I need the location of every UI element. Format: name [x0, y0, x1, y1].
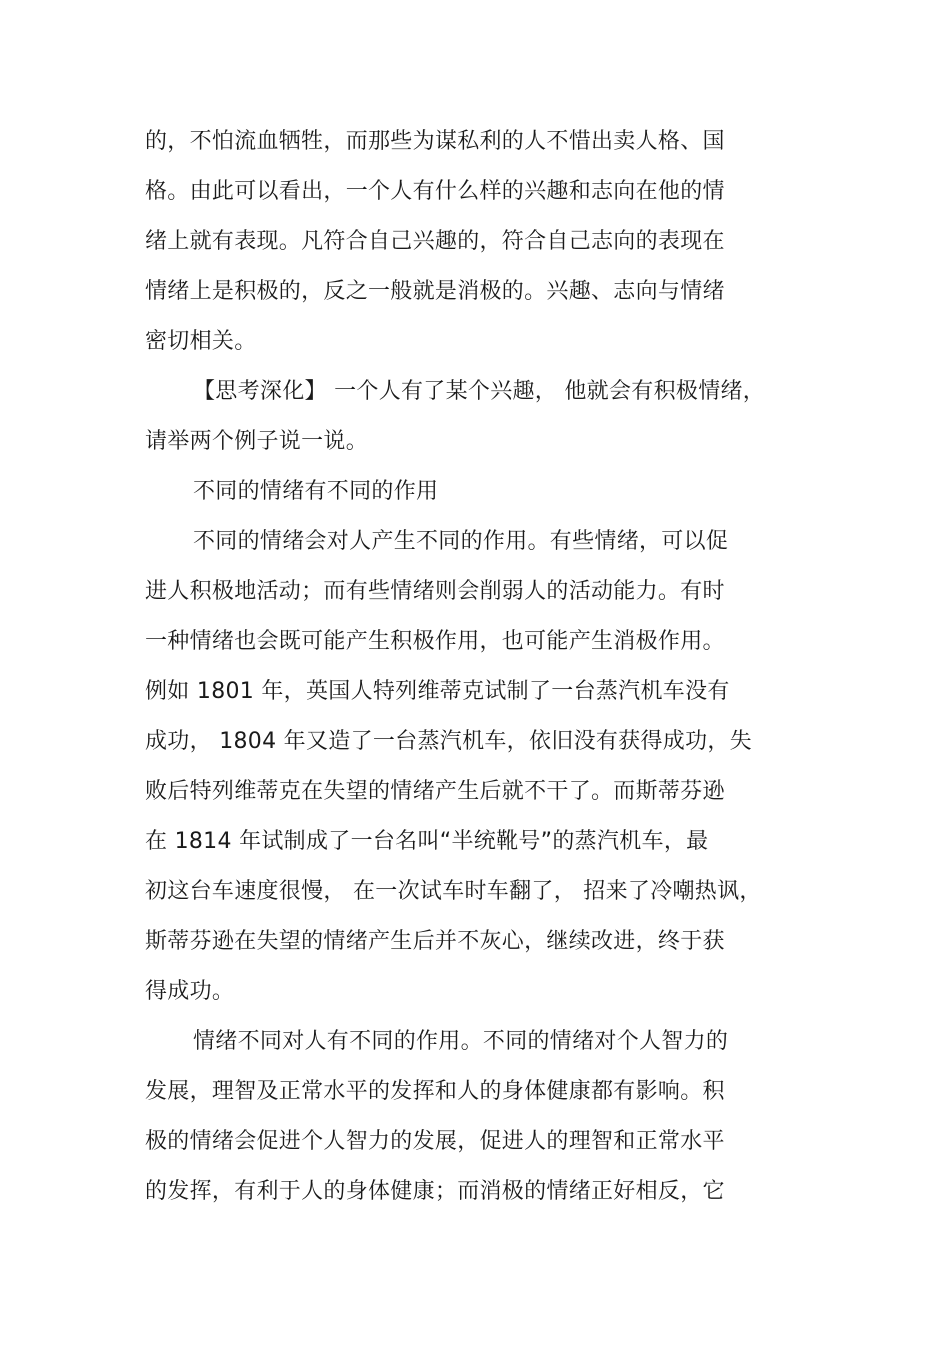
text-line: 极的情绪会促进个人智力的发展，促进人的理智和正常水平	[145, 1129, 725, 1154]
text-line: 一种情绪也会既可能产生积极作用，也可能产生消极作用。	[145, 629, 725, 654]
text-line: 密切相关。	[145, 329, 257, 354]
think-deeper-prompt: 【思考深化】 一个人有了某个兴趣， 他就会有积极情绪，	[193, 379, 766, 404]
text-line: 进人积极地活动；而有些情绪则会削弱人的活动能力。有时	[145, 579, 725, 604]
text-line: 得成功。	[145, 979, 235, 1004]
text-line: 成功， 1804 年又造了一台蒸汽机车，依旧没有获得成功，失	[145, 729, 752, 754]
text-line: 格。由此可以看出，一个人有什么样的兴趣和志向在他的情	[145, 179, 725, 204]
text-line: 例如 1801 年，英国人特列维蒂克试制了一台蒸汽机车没有	[145, 679, 730, 704]
text-line: 绪上就有表现。凡符合自己兴趣的，符合自己志向的表现在	[145, 229, 725, 254]
text-line: 初这台车速度很慢， 在一次试车时车翻了， 招来了冷嘲热讽，	[145, 879, 762, 904]
text-line: 请举两个例子说一说。	[145, 429, 369, 454]
text-line: 斯蒂芬逊在失望的情绪产生后并不灰心，继续改进，终于获	[145, 929, 725, 954]
text-line: 情绪上是积极的，反之一般就是消极的。兴趣、志向与情绪	[145, 279, 725, 304]
text-line: 不同的情绪会对人产生不同的作用。有些情绪，可以促	[193, 529, 729, 554]
text-line: 情绪不同对人有不同的作用。不同的情绪对个人智力的	[193, 1029, 729, 1054]
text-line: 的，不怕流血牺牲，而那些为谋私利的人不惜出卖人格、国	[145, 129, 725, 154]
text-line: 在 1814 年试制成了一台名叫“半统靴号”的蒸汽机车，最	[145, 829, 709, 854]
text-line: 发展，理智及正常水平的发挥和人的身体健康都有影响。积	[145, 1079, 725, 1104]
text-line: 的发挥，有利于人的身体健康；而消极的情绪正好相反，它	[145, 1179, 725, 1204]
section-heading: 不同的情绪有不同的作用	[193, 479, 439, 504]
text-line: 败后特列维蒂克在失望的情绪产生后就不干了。而斯蒂芬逊	[145, 779, 725, 804]
